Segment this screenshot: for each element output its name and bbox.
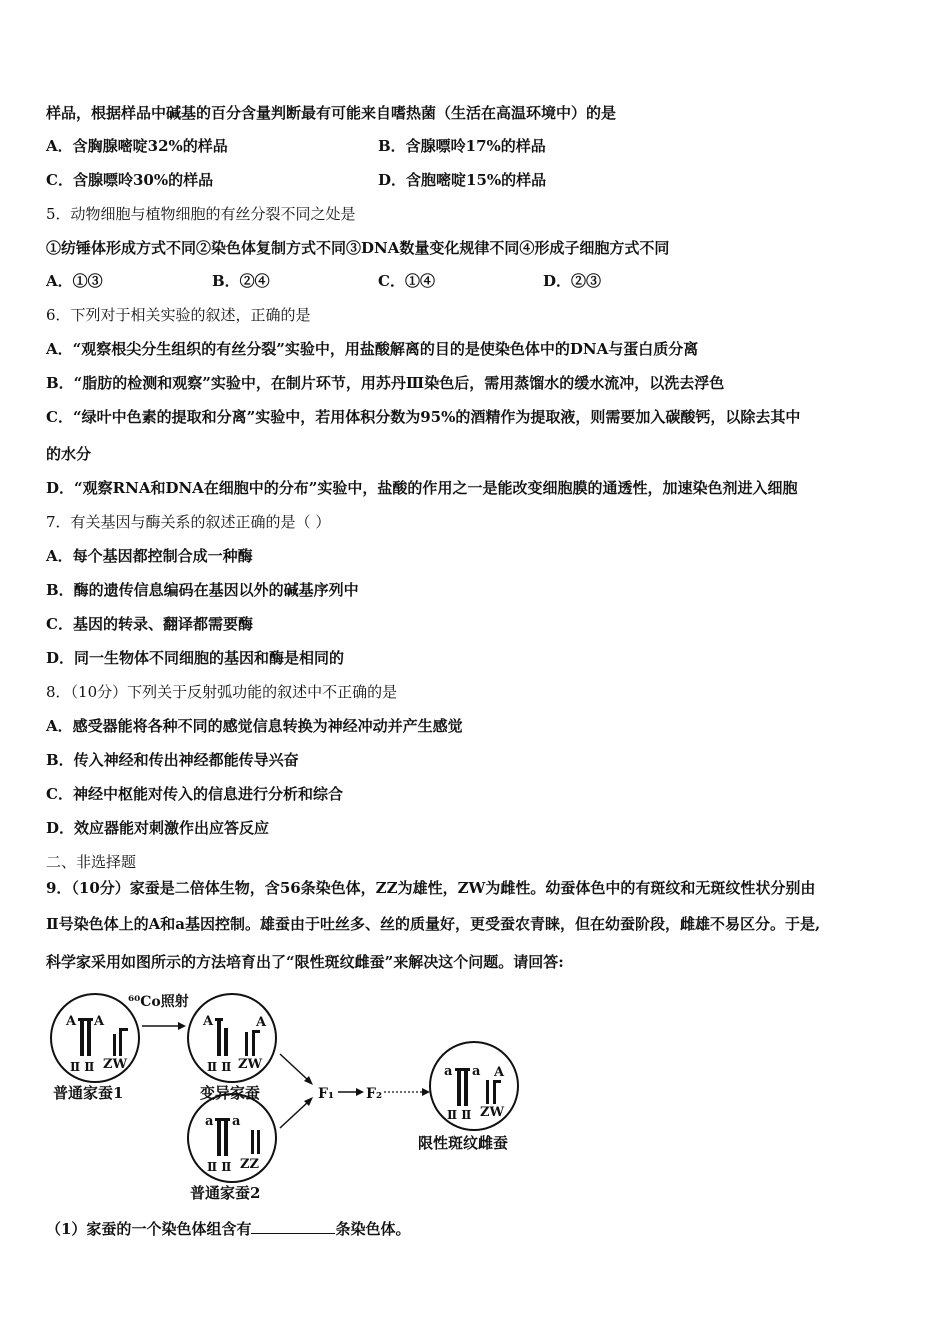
gene-label-A: A xyxy=(494,1065,505,1080)
section-title: 二、非选择题 xyxy=(46,853,137,871)
q4-option-b: B．含腺嘌呤17%的样品 xyxy=(378,137,546,155)
chromosome-pair-label: Ⅱ Ⅱ xyxy=(207,1160,232,1174)
gene-label-A: A xyxy=(256,1015,267,1030)
q8-option-c: C．神经中枢能对传入的信息进行分析和综合 xyxy=(46,785,343,803)
gene-label-a: a xyxy=(232,1114,241,1129)
sex-chromosome-label: ZW xyxy=(238,1057,263,1072)
q5-items: ①纺锤体形成方式不同②染色体复制方式不同③DNA数量变化规律不同④形成子细胞方式不同 xyxy=(46,239,670,257)
q9-sub1-suffix: 条染色体。 xyxy=(335,1220,411,1238)
cell-mutant-silkworm xyxy=(188,994,276,1082)
q6-option-c-cont: 的水分 xyxy=(46,445,92,463)
q6-stem: 6．下列对于相关实验的叙述，正确的是 xyxy=(46,306,311,324)
q5-option-b: B．②④ xyxy=(212,272,270,290)
sex-chromosome-label: ZW xyxy=(103,1057,128,1072)
arrow-right-icon xyxy=(356,1088,364,1096)
f1-label: F₁ xyxy=(318,1086,335,1102)
cell2-label: 变异家蚕 xyxy=(200,1084,261,1102)
q8-option-d: D．效应器能对刺激作出应答反应 xyxy=(46,819,270,837)
cell3-label: 普通家蚕2 xyxy=(190,1184,261,1202)
q6-option-d: D．“观察RNA和DNA在细胞中的分布”实验中，盐酸的作用之一是能改变细胞膜的通透性，加速染色剂进入细胞 xyxy=(46,479,798,497)
answer-blank[interactable] xyxy=(251,1219,335,1234)
q5-option-c: C．①④ xyxy=(378,272,435,290)
sex-chromosome-label: ZZ xyxy=(240,1157,259,1172)
q9-line2: Ⅱ号染色体上的A和a基因控制。雄蚕由于吐丝多、丝的质量好，更受蚕农青睐，但在幼蚕阶段，雌雄不易区分。于是, xyxy=(46,915,821,933)
q8-stem: 8．（10分）下列关于反射弧功能的叙述中不正确的是 xyxy=(46,683,398,701)
q4-option-a: A．含胸腺嘧啶32%的样品 xyxy=(46,137,228,155)
q7-stem: 7．有关基因与酶关系的叙述正确的是（ ） xyxy=(46,513,331,531)
q4-stem-cont: 样品，根据样品中碱基的百分含量判断最有可能来自嗜热菌（生活在高温环境中）的是 xyxy=(46,104,617,122)
q5-option-d: D．②③ xyxy=(543,272,602,290)
silkworm-breeding-diagram xyxy=(40,988,540,1206)
q7-option-c: C．基因的转录、翻译都需要酶 xyxy=(46,615,253,633)
q5-stem: 5．动物细胞与植物细胞的有丝分裂不同之处是 xyxy=(46,205,356,223)
chromosome-pair-label: Ⅱ Ⅱ xyxy=(207,1060,232,1074)
q4-option-d: D．含胞嘧啶15%的样品 xyxy=(378,171,547,189)
cell1-label: 普通家蚕1 xyxy=(53,1084,124,1102)
cell-normal-silkworm-1 xyxy=(51,994,139,1082)
f2-label: F₂ xyxy=(366,1086,383,1102)
q9-sub1-prefix: （1）家蚕的一个染色体组含有 xyxy=(46,1220,252,1238)
q8-option-a: A．感受器能将各种不同的感觉信息转换为神经冲动并产生感觉 xyxy=(46,717,463,735)
q7-option-a: A．每个基因都控制合成一种酶 xyxy=(46,547,253,565)
gene-label-A: A xyxy=(66,1014,77,1029)
q9-sub1 xyxy=(46,1219,410,1239)
chromosome-pair-label: Ⅱ Ⅱ xyxy=(70,1060,95,1074)
gene-label-A: A xyxy=(203,1014,214,1029)
q5-option-a: A．①③ xyxy=(46,272,103,290)
q6-option-c: C．“绿叶中色素的提取和分离”实验中，若用体积分数为95%的酒精作为提取液，则需要加入碳酸钙，以除去其中 xyxy=(46,408,801,426)
gene-label-a: a xyxy=(472,1064,481,1079)
q9-line1: 9．（10分）家蚕是二倍体生物，含56条染色体，ZZ为雄性，ZW为雌性。幼蚕体色中的有斑纹和无斑纹性状分别由 xyxy=(46,879,816,897)
cell4-label: 限性斑纹雌蚕 xyxy=(418,1134,509,1152)
q9-line3: 科学家采用如图所示的方法培育出了“限性斑纹雌蚕”来解决这个问题。请回答: xyxy=(46,953,564,971)
q7-option-d: D．同一生物体不同细胞的基因和酶是相同的 xyxy=(46,649,345,667)
cell-sex-limited-striped-female xyxy=(430,1042,518,1130)
gene-label-a: a xyxy=(205,1114,214,1129)
gene-label-a: a xyxy=(444,1064,453,1079)
sex-chromosome-label: ZW xyxy=(480,1105,505,1120)
gene-label-A: A xyxy=(94,1014,105,1029)
arrow-right-icon xyxy=(178,1022,186,1030)
irradiation-label: ⁶⁰Co照射 xyxy=(128,994,189,1010)
q7-option-b: B．酶的遗传信息编码在基因以外的碱基序列中 xyxy=(46,581,359,599)
q4-option-c: C．含腺嘌呤30%的样品 xyxy=(46,171,214,189)
q6-option-a: A．“观察根尖分生组织的有丝分裂”实验中，用盐酸解离的目的是使染色体中的DNA与蛋白质分离 xyxy=(46,340,699,358)
cell-normal-silkworm-2 xyxy=(188,1094,276,1182)
q6-option-b: B．“脂肪的检测和观察”实验中，在制片环节，用苏丹Ⅲ染色后，需用蒸馏水的缓水流冲，以洗去浮色 xyxy=(46,374,725,392)
q8-option-b: B．传入神经和传出神经都能传导兴奋 xyxy=(46,751,299,769)
arrow-right-icon xyxy=(422,1088,430,1096)
chromosome-pair-label: Ⅱ Ⅱ xyxy=(447,1108,472,1122)
